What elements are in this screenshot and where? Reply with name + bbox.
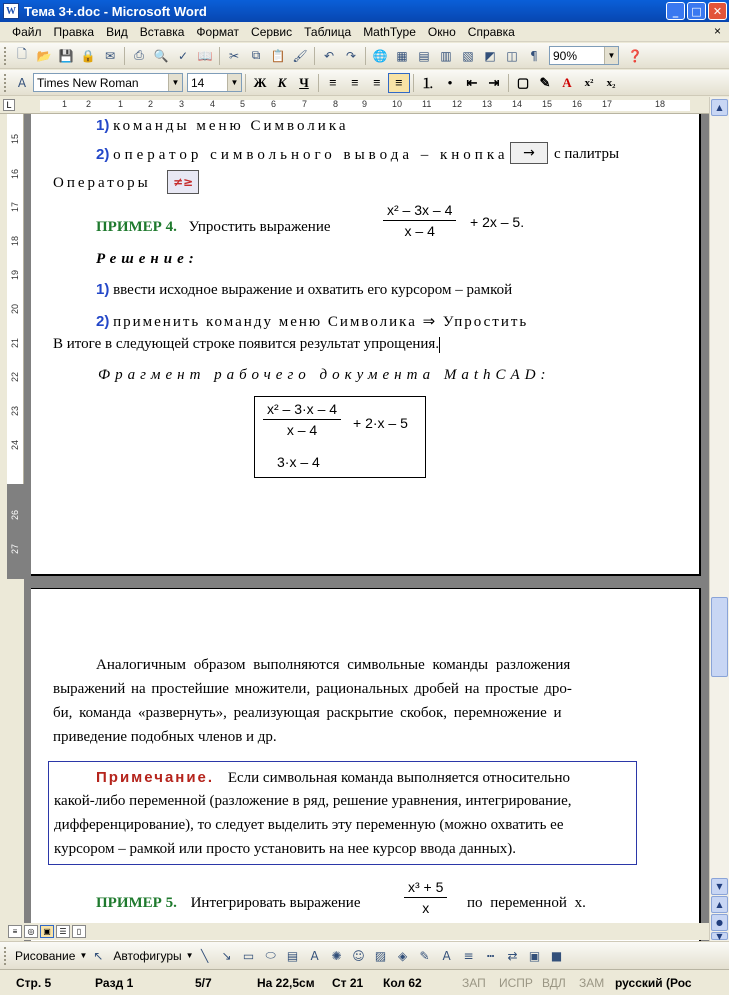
shadow-icon[interactable]: ▣ <box>528 948 541 963</box>
status-language: русский (Рос <box>615 976 692 990</box>
vertical-ruler[interactable] <box>7 114 24 579</box>
toolbar-grip[interactable] <box>4 47 8 65</box>
font-color-icon[interactable]: A <box>442 948 451 963</box>
window-title: Тема 3+.doc - Microsoft Word <box>24 3 207 19</box>
toolbar-separator <box>219 47 220 65</box>
status-overtype[interactable]: ЗАМ <box>579 976 605 990</box>
expression-tail: + 2·x – 5 <box>353 415 408 431</box>
ruler-tick: 27 <box>10 544 20 555</box>
underline-button[interactable]: Ч <box>299 74 309 90</box>
arrow-style-icon[interactable]: ⇄ <box>507 948 518 963</box>
horizontal-ruler[interactable] <box>0 97 709 114</box>
close-document-icon[interactable]: × <box>713 24 721 38</box>
fraction-expression: x³ + 5 x <box>404 879 447 916</box>
italic-button[interactable]: К <box>277 74 287 90</box>
status-bar <box>0 969 729 995</box>
ruler-tick: 26 <box>10 510 20 521</box>
note-box <box>48 761 637 865</box>
vertical-scrollbar[interactable] <box>709 97 729 941</box>
symbolic-arrow-button: → <box>510 142 548 164</box>
highlight-button[interactable]: ✎ <box>539 74 551 90</box>
font-name-select[interactable] <box>33 73 183 92</box>
hyperlink-icon[interactable]: 🌐 <box>372 48 388 63</box>
ruler-tick: 22 <box>10 372 20 383</box>
reading-view-icon[interactable]: ▯ <box>72 925 86 938</box>
list-item: 2) оператор символьного вывода – кнопка <box>96 146 509 163</box>
arrow-icon[interactable]: ↘ <box>221 948 232 963</box>
status-section: Разд 1 <box>95 976 134 990</box>
ruler-tick: 5 <box>240 99 246 109</box>
copy-icon[interactable]: ⧉ <box>251 48 261 62</box>
chevron-down-icon[interactable]: ▼ <box>79 951 88 960</box>
print-icon[interactable]: ⎙ <box>134 48 144 62</box>
menu-bar <box>0 22 729 42</box>
ruler-tick: 2 <box>148 99 154 109</box>
status-extend[interactable]: ВДЛ <box>542 976 566 990</box>
expression-tail: + 2x – 5. <box>470 214 525 230</box>
close-window-button[interactable]: ✕ <box>708 2 727 20</box>
diagram-icon[interactable]: ✺ <box>331 948 342 963</box>
previous-page-icon[interactable]: ▲ <box>711 896 728 913</box>
scroll-up-icon[interactable]: ▲ <box>711 99 728 116</box>
autoshapes-button[interactable]: Автофигуры <box>113 948 182 963</box>
menu-table[interactable]: Таблица <box>304 24 352 39</box>
dash-style-icon[interactable]: ┅ <box>486 948 495 963</box>
menu-window[interactable]: Окно <box>427 24 456 39</box>
subscript-button[interactable]: x₂ <box>606 76 616 89</box>
list-item: 2) применить команду меню Символика ⇒ Упростить <box>96 313 529 330</box>
permission-icon[interactable]: 🔒 <box>80 48 96 63</box>
email-icon[interactable]: ✉ <box>104 48 116 63</box>
toolbar-grip[interactable] <box>4 74 8 92</box>
ruler-tick: 23 <box>10 406 20 417</box>
chevron-down-icon[interactable]: ▼ <box>185 951 194 960</box>
ruler-tick: 4 <box>210 99 216 109</box>
paste-icon[interactable]: 📋 <box>270 48 286 63</box>
paragraph-text: В итоге в следующей строке появится результат упрощения. <box>53 336 440 352</box>
status-column: Кол 62 <box>383 976 422 990</box>
note-text: какой-либо переменной (разложение в ряд, решение уравнения, интегрирование, <box>54 793 572 809</box>
example-4: ПРИМЕР 4. Упростить выражение <box>96 219 331 235</box>
fraction-expression: x² – 3x – 4 x – 4 <box>383 202 456 239</box>
font-size-select[interactable] <box>187 73 242 92</box>
help-icon[interactable]: ❓ <box>627 48 643 63</box>
line-style-icon[interactable]: ≡ <box>463 948 474 963</box>
operators-palette-icon: ≠≥ <box>167 170 199 194</box>
fragment-caption: Фрагмент рабочего документа MathCAD: <box>98 367 551 383</box>
title-bar <box>0 0 729 22</box>
page-1[interactable] <box>31 114 701 576</box>
numbering-button[interactable]: ⒈ <box>421 76 435 91</box>
clipart-icon[interactable]: ☺ <box>352 948 365 963</box>
solution-heading: Решение: <box>96 251 199 267</box>
paragraph-text: выражений на простейшие множители, рациональных дробей на простые дро- <box>53 681 572 697</box>
ruler-tick: 18 <box>655 99 666 109</box>
ruler-tick: 9 <box>362 99 368 109</box>
menu-file[interactable]: Файл <box>12 24 42 39</box>
toolbar-separator <box>318 74 319 92</box>
fraction-expression: x² – 3·x – 4 x – 4 <box>263 401 341 438</box>
toolbar-separator <box>314 47 315 65</box>
styles-icon[interactable]: A <box>17 75 27 90</box>
redo-icon[interactable]: ↷ <box>345 48 357 63</box>
ruler-tick: 12 <box>452 99 463 109</box>
drawing-menu-button[interactable]: Рисование <box>15 948 76 963</box>
ruler-tick: 18 <box>10 236 20 247</box>
menu-help[interactable]: Справка <box>467 24 515 39</box>
spelling-icon[interactable]: ✓ <box>177 48 189 63</box>
view-buttons-bar <box>0 923 709 940</box>
font-size-value: 14 <box>191 75 205 90</box>
note-text: дифференцирование), то следует выделить эту переменную (можно охватить ее <box>54 817 564 833</box>
zoom-select[interactable] <box>549 46 619 65</box>
example-5: ПРИМЕР 5. Интегрировать выражение <box>96 895 361 911</box>
research-icon[interactable]: 📖 <box>197 48 213 63</box>
ruler-tick: 2 <box>86 99 92 109</box>
next-page-icon[interactable]: ▼ <box>711 932 728 940</box>
menu-insert[interactable]: Вставка <box>139 24 185 39</box>
justify-button[interactable]: ≡ <box>388 73 410 93</box>
document-map-icon[interactable]: ◫ <box>506 48 518 63</box>
toolbar-separator <box>413 74 414 92</box>
formatting-toolbar <box>0 70 729 96</box>
drawing-toolbar <box>0 941 729 969</box>
ruler-tick: 15 <box>542 99 553 109</box>
scroll-thumb[interactable] <box>711 597 728 677</box>
text-box-icon[interactable]: ▤ <box>286 948 299 963</box>
rectangle-icon[interactable]: ▭ <box>242 948 255 963</box>
toolbar-separator <box>245 74 246 92</box>
window-controls <box>666 2 727 20</box>
menu-format[interactable]: Формат <box>196 24 240 39</box>
fill-color-icon[interactable]: ◈ <box>397 948 408 963</box>
tab-selector[interactable]: L <box>3 99 15 111</box>
show-hide-icon[interactable]: ¶ <box>530 48 538 63</box>
maximize-button[interactable]: □ <box>687 2 706 20</box>
paragraph-text: Операторы <box>53 175 151 191</box>
align-center-button[interactable]: ≡ <box>351 74 359 90</box>
paragraph-text: с палитры <box>554 146 620 162</box>
list-item: 1) команды меню Символика <box>96 117 349 134</box>
select-objects-icon[interactable]: ↖ <box>93 948 104 963</box>
borders-button[interactable]: ▢ <box>516 74 530 90</box>
undo-icon[interactable]: ↶ <box>323 48 335 63</box>
menu-edit[interactable]: Правка <box>53 24 95 39</box>
expression-tail: по переменной x. <box>467 895 586 911</box>
ruler-tick: 16 <box>572 99 583 109</box>
toolbar-separator <box>365 47 366 65</box>
outline-view-icon[interactable]: ☰ <box>56 925 70 938</box>
ruler-tick: 1 <box>62 99 68 109</box>
menu-mathtype[interactable]: MathType <box>363 24 416 39</box>
chevron-down-icon[interactable]: ▼ <box>168 74 182 91</box>
3d-icon[interactable]: ■ <box>550 948 563 963</box>
note-first-line: Примечание. Если символьная команда выполняется относительно <box>96 769 571 786</box>
ruler-tick: 6 <box>271 99 277 109</box>
insert-excel-icon[interactable]: ▥ <box>440 48 452 63</box>
paragraph-text: Аналогичным образом выполняются символьные команды разложения <box>96 657 571 673</box>
line-color-icon[interactable]: ✎ <box>419 948 430 963</box>
status-record[interactable]: ЗАП <box>462 976 486 990</box>
standard-toolbar <box>0 43 729 69</box>
save-icon[interactable]: 💾 <box>58 48 74 63</box>
wordart-icon[interactable]: A <box>310 948 319 963</box>
increase-indent-button[interactable]: ⇥ <box>488 74 500 90</box>
ruler-tick: 1 <box>118 99 124 109</box>
align-left-button[interactable]: ≡ <box>329 74 337 90</box>
status-position: На 22,5см <box>257 976 315 990</box>
bold-button[interactable]: Ж <box>253 74 267 90</box>
ruler-tick: 17 <box>10 202 20 213</box>
open-folder-icon[interactable]: 📂 <box>36 48 52 63</box>
decrease-indent-button[interactable]: ⇤ <box>466 74 478 90</box>
ruler-tick: 24 <box>10 440 20 451</box>
ruler-tick: 7 <box>302 99 308 109</box>
paragraph-text: би, команда «развернуть», реализующая раскрытие скобок, перемножение и <box>53 705 562 721</box>
superscript-button[interactable]: x² <box>584 76 594 89</box>
toolbar-grip[interactable] <box>4 947 8 965</box>
ruler-tick: 11 <box>422 99 432 109</box>
paragraph-text: приведение подобных членов и др. <box>53 729 277 745</box>
ruler-tick: 8 <box>333 99 339 109</box>
text-cursor <box>439 337 440 353</box>
menu-view[interactable]: Вид <box>106 24 128 39</box>
tables-borders-icon[interactable]: ▦ <box>396 48 408 63</box>
ruler-tick: 16 <box>10 169 20 180</box>
toolbar-separator <box>508 74 509 92</box>
ruler-tick: 13 <box>482 99 493 109</box>
align-right-button[interactable]: ≡ <box>373 74 381 90</box>
status-track-changes[interactable]: ИСПР <box>499 976 533 990</box>
status-page: Стр. 5 <box>16 976 52 990</box>
ruler-tick: 10 <box>392 99 403 109</box>
bullets-button[interactable]: • <box>447 74 453 90</box>
web-view-icon[interactable]: ◎ <box>24 925 38 938</box>
status-line: Ст 21 <box>332 976 364 990</box>
scroll-down-icon[interactable]: ▼ <box>711 878 728 895</box>
word-app-icon[interactable]: W <box>3 3 19 19</box>
font-color-button[interactable]: A <box>562 74 572 90</box>
document-area[interactable] <box>24 114 709 941</box>
browse-object-icon[interactable]: ● <box>711 914 728 931</box>
page-2[interactable] <box>31 588 701 941</box>
left-margin-strip <box>0 114 7 941</box>
status-pages: 5/7 <box>195 976 212 990</box>
zoom-value: 90% <box>553 48 578 63</box>
ruler-bottom-margin <box>7 484 24 579</box>
chevron-down-icon[interactable]: ▼ <box>227 74 241 91</box>
simplified-result: 3·x – 4 <box>277 454 320 470</box>
line-icon[interactable]: ╲ <box>200 948 209 963</box>
ruler-tick: 21 <box>10 338 20 349</box>
ruler-tick: 19 <box>10 270 20 281</box>
print-preview-icon[interactable]: 🔍 <box>153 48 169 63</box>
insert-table-icon[interactable]: ▤ <box>418 48 430 63</box>
drawing-icon[interactable]: ◩ <box>484 48 496 63</box>
oval-icon[interactable]: ⬭ <box>265 948 276 962</box>
normal-view-icon[interactable]: ≡ <box>8 925 22 938</box>
ruler-tick: 14 <box>512 99 523 109</box>
cut-icon[interactable]: ✂ <box>228 48 240 63</box>
ruler-tick: 17 <box>602 99 613 109</box>
note-text: курсором – рамкой или просто установить на нее курсор ввода данных). <box>54 841 517 857</box>
columns-icon[interactable]: ▧ <box>462 48 474 63</box>
mathcad-fragment[interactable] <box>254 396 426 478</box>
new-document-icon[interactable]: 🗋 <box>17 47 27 61</box>
menu-tools[interactable]: Сервис <box>251 24 293 39</box>
format-painter-icon[interactable]: 🖌 <box>292 48 308 63</box>
ruler-tick: 3 <box>179 99 185 109</box>
ruler-tick: 20 <box>10 304 20 315</box>
font-name-value: Times New Roman <box>37 75 139 90</box>
picture-icon[interactable]: ▨ <box>374 948 387 963</box>
minimize-button[interactable]: _ <box>666 2 685 20</box>
ruler-tick: 15 <box>10 134 20 145</box>
toolbar-separator <box>124 47 125 65</box>
print-layout-icon[interactable]: ▣ <box>40 925 54 938</box>
chevron-down-icon[interactable]: ▼ <box>604 47 618 64</box>
list-item: 1) ввести исходное выражение и охватить его курсором – рамкой <box>96 281 513 298</box>
